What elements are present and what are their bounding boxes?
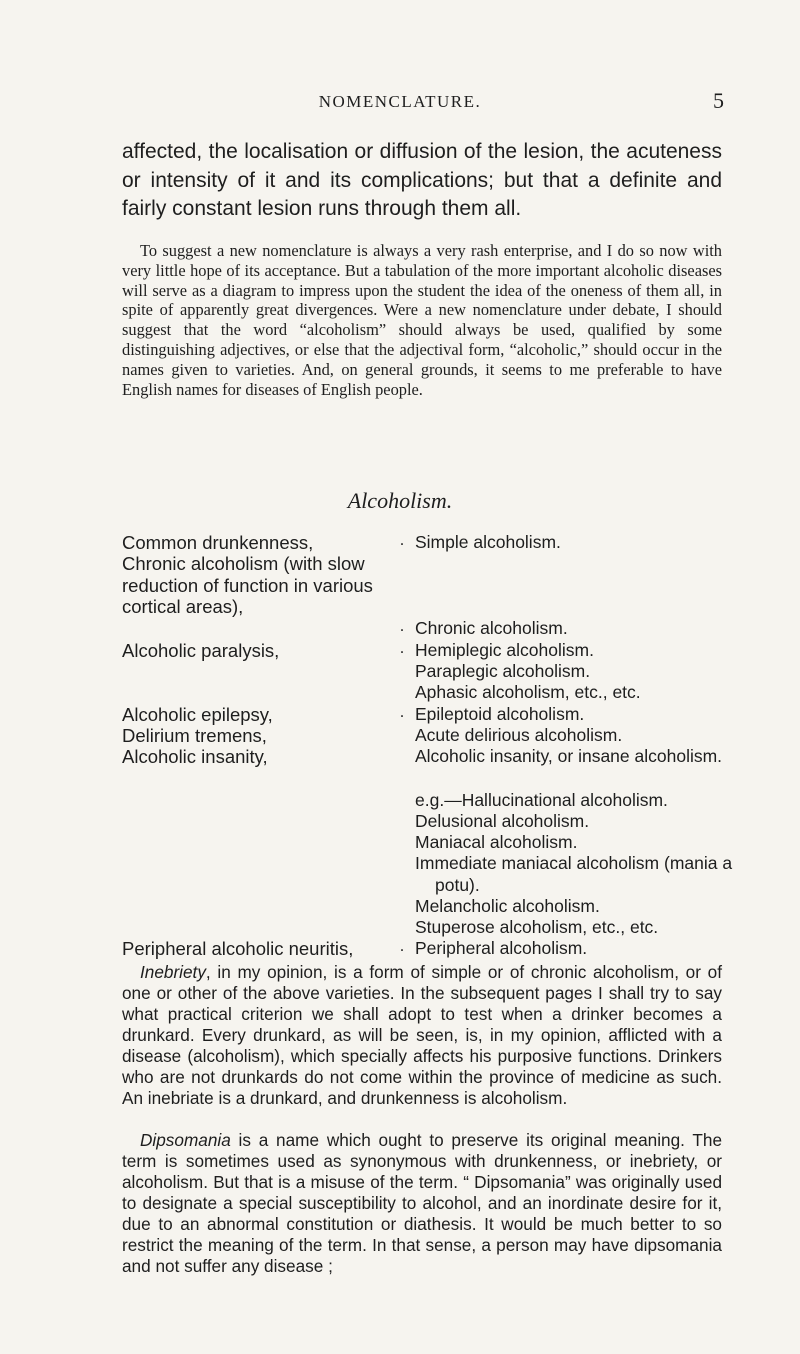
table-row-right: e.g.—Hallucinational alcoholism.: [415, 790, 668, 810]
table-row-right: Delusional alcoholism.: [415, 811, 590, 831]
table-row-left: Alcoholic insanity,: [122, 746, 268, 767]
table-row-left: Alcoholic paralysis,: [122, 640, 280, 661]
table-row-left: Common drunkenness,: [122, 532, 314, 553]
table-row-right: Chronic alcoholism.: [415, 618, 568, 638]
table-row-right: Alcoholic insanity, or insane alcoholism.: [415, 746, 723, 766]
table-row-right: Epileptoid alcoholism.: [415, 704, 585, 724]
table-row-left: Alcoholic epilepsy,: [122, 704, 273, 725]
dipsomania-text: is a name which ought to preserve its original meaning. The term is sometimes used as synonymous with drunkenness, or inebriety, or alcoholism. But that is a misuse of the term. “ Dipsomania” was originally used to designate a special susceptibility to alcohol, and an inordinate desire for it, due to an abnormal constitution or diathesis. It would be much better to so restrict the meaning of the term. In that sense, a person may have dipsomania and not suffer any disease ;: [122, 1130, 722, 1276]
table-row-right: Acute delirious alcoholism.: [415, 725, 623, 745]
inebriety-paragraph: [122, 962, 722, 1109]
section-title: Alcoholism.: [347, 488, 453, 513]
inebriety-text: , in my opinion, is a form of simple or of chronic alcoholism, or of one or other of the above varieties. In the subsequent pages I shall try to say what practical criterion we shall adopt to test when a drinker becomes a drunkard. Every drunkard, as will be seen, is, in my opinion, afflicted with a disease (alcoholism), which specially affects his purposive functions. Drinkers who are not drunkards do not come within the province of medicine as such. An inebriate is a drunkard, and drunkenness is alcoholism.: [122, 962, 722, 1108]
running-title: NOMENCLATURE.: [318, 92, 482, 111]
table-row-right: Simple alcoholism.: [415, 532, 561, 552]
table-row-right: Maniacal alcoholism.: [415, 832, 578, 852]
lead-paragraph: affected, the localisation or diffusion of the lesion, the acuteness or intensity of it and its complications; but that a definite and fairly constant lesion runs through them all.: [122, 140, 722, 220]
table-row-right: Melancholic alcoholism.: [415, 896, 600, 916]
table-row-left: Delirium tremens,: [122, 725, 267, 746]
page-number: 5: [713, 88, 724, 113]
table-row-right: Stuperose alcoholism, etc., etc.: [415, 917, 659, 937]
dipsomania-term: Dipsomania: [140, 1130, 231, 1150]
table-row-right: Aphasic alcoholism, etc., etc.: [415, 682, 641, 702]
book-page: NOMENCLATURE. 5 affected, the localisation or diffusion of the lesion, the acuteness or intensity of it and its complications; but that a definite and fairly constant lesion runs through them all. To suggest a new nomenclature is always a very rash enterprise, and I do so now with very little hope of its acceptance. But a tabulation of the more important alcoholic diseases will serve as a diagram to impress upon the student the idea of the oneness of them all, in spite of apparently great divergences. Were a new nomenclature under debate, I should suggest that the word “alcoholism” should always be used, qualified by some distinguishing adjectives, or else that the adjectival form, “alcoholic,” should occur in the names given to varieties. And, on general grounds, it seems to me preferable to have English names for diseases of English people. Alcoholism. Common drunkenness, . Simple alcoholism. Chronic alcoholism (with slow reduction of function in various cortical areas), . Chronic alcoholism. Alcoholic paralysis, . Hemiplegic alcoholism. Paraplegic alcoholism. Aphasic alcoholism, etc., etc. Alcoholic epilepsy, . Epileptoid alcoholism. Delirium tremens, Acute delirious alcoholism. Alcoholic insanity, Alcoholic insanity, or insane alcoholism. e.g.—Hallucinational alcoholism. Delusional alcoholism. Maniacal alcoholism. Immediate maniacal alcoholism (mania a potu). Melancholic alcoholism. Stuperose alcoholism, etc., etc. Peripheral alcoholic neuritis, . Peripheral alcoholism. Inebriety, in my opinion, is a form of simple or of chronic alcoholism, or of one or other of the above varieties. In the subsequent pages I shall try to say what practical criterion we shall adopt to test when a drinker becomes a drunkard. Every drunkard, as will be seen, is, in my opinion, afflicted with a disease (alcoholism), which specially affects his purposive functions. Drinkers who are not drunkards do not come within the province of medicine as such. An inebriate is a drunkard, and drunkenness is alcoholism. Dipsomania is a name which ought to preserve its original meaning. The term is sometimes used as synonymous with drunkenness, or inebriety, or alcoholism. But that is a misuse of the term. “ Dipsomania” was originally used to designate a special susceptibility to alcohol, and an inordinate desire for it, due to an abnormal constitution or diathesis. It would be much better to so restrict the meaning of the term. In that sense, a person may have dipsomania and not suffer any disease ;: [0, 0, 800, 1354]
table-row-right: Immediate maniacal alcoholism (mania a potu).: [415, 853, 733, 895]
table-row-left: Peripheral alcoholic neuritis,: [122, 938, 354, 959]
dipsomania-paragraph: [122, 1130, 722, 1277]
intro-paragraph: To suggest a new nomenclature is always a very rash enterprise, and I do so now with very little hope of its acceptance. But a tabulation of the more important alcoholic diseases will serve as a diagram to impress upon the student the idea of the oneness of them all, in spite of apparently great divergences. Were a new nomenclature under debate, I should suggest that the word “alcoholism” should always be used, qualified by some distinguishing adjectives, or else that the adjectival form, “alcoholic,” should occur in the names given to varieties. And, on general grounds, it seems to me preferable to have English names for diseases of English people.: [122, 241, 722, 399]
table-row-right: Peripheral alcoholism.: [415, 938, 588, 958]
inebriety-term: Inebriety: [140, 962, 206, 982]
table-row-left: Chronic alcoholism (with slow reduction of function in various cortical areas),: [122, 553, 373, 617]
table-row-right: Paraplegic alcoholism.: [415, 661, 591, 681]
table-row-right: Hemiplegic alcoholism.: [415, 640, 594, 660]
